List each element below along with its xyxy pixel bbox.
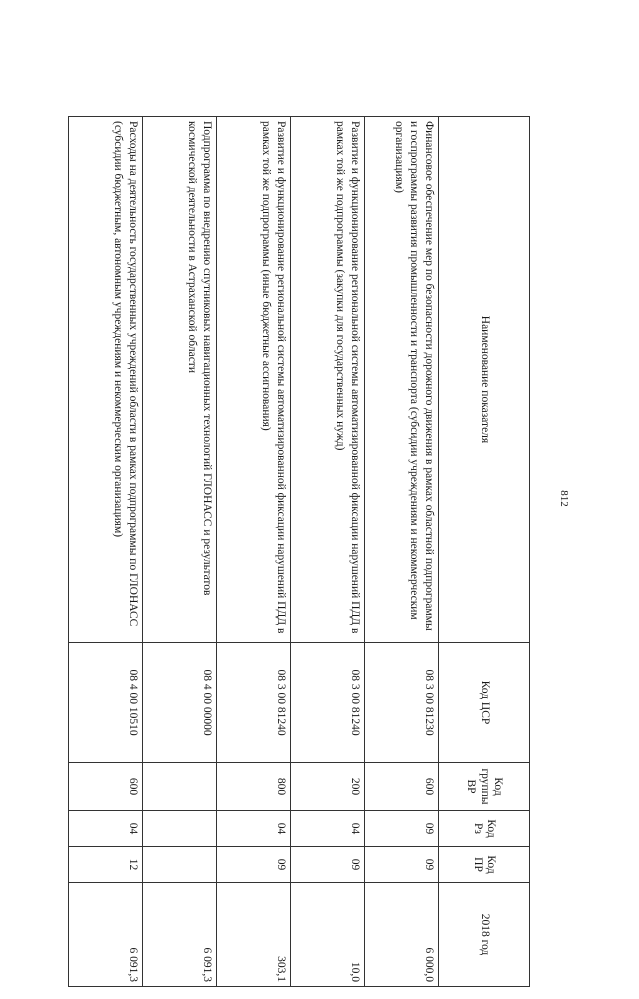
row-amount: 6 091,3 [69, 883, 143, 987]
row-vr: 800 [217, 763, 291, 811]
row-rz [143, 811, 217, 847]
table-header-row [439, 117, 530, 987]
col-header-csr: Код ЦСР [439, 643, 530, 763]
col-header-rz: Код Рз [439, 811, 530, 847]
table-row [217, 117, 291, 987]
budget-table [68, 116, 530, 987]
row-vr: 200 [291, 763, 365, 811]
col-header-vr: Код группы ВР [439, 763, 530, 811]
row-pr [143, 847, 217, 883]
row-pr: 09 [365, 847, 439, 883]
row-amount: 10,0 [291, 883, 365, 987]
row-vr [143, 763, 217, 811]
col-header-name: Наименование показателя [439, 117, 530, 643]
row-csr: 08 3 00 81230 [365, 643, 439, 763]
table-row [365, 117, 439, 987]
row-name: Финансовое обеспечение мер по безопасности дорожного движения в рамках областной подпрограммы и госпрограммы развития промышленности и транспорта (субсидии учреждениям и некоммерческим организациям) [365, 117, 439, 643]
row-name: Развитие и функционирование региональной системы автоматизированной фиксации нарушений ПДД в рамках той же подпрограммы (закупки для государственных нужд) [291, 117, 365, 643]
rotated-page [28, 0, 639, 999]
table-row [143, 117, 217, 987]
row-csr: 08 3 00 81240 [217, 643, 291, 763]
col-header-pr: Код ПР [439, 847, 530, 883]
col-header-amount: 2018 год [439, 883, 530, 987]
page-number: 812 [558, 490, 570, 507]
table-row [291, 117, 365, 987]
row-name: Расходы на деятельность государственных учреждений области в рамках подпрограммы по ГЛОНАСС (субсидии бюджетным, автономным учреждениям и некоммерческим организациям) [69, 117, 143, 643]
row-name: Подпрограмма по внедрению спутниковых навигационных технологий ГЛОНАСС и результатов космической деятельности в Астраханской области [143, 117, 217, 643]
row-csr: 08 3 00 81240 [291, 643, 365, 763]
row-rz: 09 [365, 811, 439, 847]
row-vr: 600 [365, 763, 439, 811]
table-row [69, 117, 143, 987]
row-pr: 09 [291, 847, 365, 883]
row-pr: 09 [217, 847, 291, 883]
row-amount: 6 091,3 [143, 883, 217, 987]
row-csr: 08 4 00 00000 [143, 643, 217, 763]
row-rz: 04 [217, 811, 291, 847]
row-name: Развитие и функционирование региональной системы автоматизированной фиксации нарушений ПДД в рамках той же подпрограммы (иные бюджетные ассигнования) [217, 117, 291, 643]
row-csr: 08 4 00 10510 [69, 643, 143, 763]
row-amount: 303,1 [217, 883, 291, 987]
row-amount: 6 000,0 [365, 883, 439, 987]
row-pr: 12 [69, 847, 143, 883]
row-vr: 600 [69, 763, 143, 811]
row-rz: 04 [69, 811, 143, 847]
row-rz: 04 [291, 811, 365, 847]
